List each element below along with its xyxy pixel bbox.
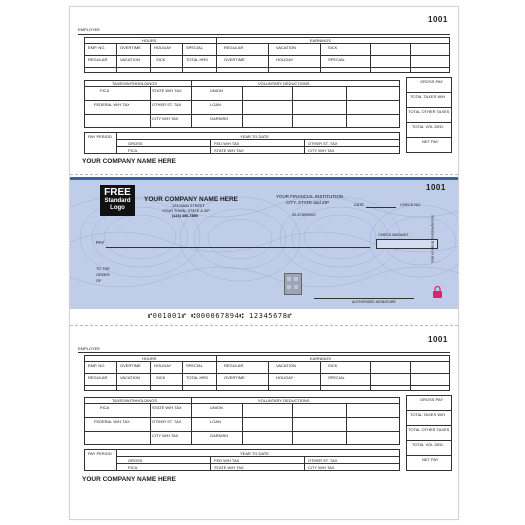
pay-line <box>106 247 370 248</box>
col-holiday: HOLIDAY <box>154 363 172 368</box>
grid-divider <box>116 361 117 391</box>
ytd-other-st: OTHER ST. TAX <box>308 141 338 146</box>
tax-fica: FICA <box>100 405 110 410</box>
grid-divider <box>268 361 269 391</box>
tax-city: CITY W/H TAX <box>152 433 179 438</box>
grid-divider <box>116 463 400 464</box>
bank-city: CITY, STATE and ZIP <box>286 200 330 205</box>
grid-divider <box>116 132 117 154</box>
grid-divider <box>406 122 452 123</box>
check-number: 1001 <box>426 183 446 192</box>
col-emp-no: EMP. NO. <box>88 363 106 368</box>
grid-divider <box>84 361 450 362</box>
earn-regular: REGULAR <box>224 363 244 368</box>
grid-divider <box>116 139 400 140</box>
pay-label: PAY <box>96 240 105 245</box>
grid-divider <box>150 403 151 445</box>
earn-sick: SICK <box>328 45 338 50</box>
grid-divider <box>346 403 347 445</box>
employee-label: EMPLOYEE <box>78 346 101 351</box>
security-strip <box>430 187 452 279</box>
grid-divider <box>150 86 151 128</box>
voluntary-header: VOLUNTARY DEDUCTIONS <box>258 81 310 86</box>
total-vol-ded: TOTAL VOL DED. <box>412 442 445 447</box>
earn-overtime: OVERTIME <box>224 57 245 62</box>
grid-divider <box>191 397 192 445</box>
check-company-name: YOUR COMPANY NAME HERE <box>144 196 239 203</box>
earn-special: SPECIAL <box>328 375 345 380</box>
date-line <box>366 207 396 208</box>
tax-federal: FEDERAL W/H TAX <box>94 102 130 107</box>
logo-text-standard: Standard <box>104 198 131 204</box>
grid-divider <box>116 449 117 471</box>
security-text: Security features. Details on back. <box>430 215 435 264</box>
employee-line <box>78 352 450 353</box>
tax-federal: FEDERAL W/H TAX <box>94 419 130 424</box>
vol-loan: LOAN <box>210 102 221 107</box>
earn-holiday: HOLIDAY <box>276 375 294 380</box>
earnings-header: EARNINGS <box>310 356 331 361</box>
col-special: SPECIAL <box>186 363 203 368</box>
ytd-header: YEAR TO DATE <box>240 451 269 456</box>
grid-divider <box>406 425 452 426</box>
col-sick: SICK <box>156 57 166 62</box>
grid-divider <box>406 92 452 93</box>
grid-divider <box>84 43 450 44</box>
grid-divider <box>84 55 450 56</box>
grid-divider <box>150 43 151 73</box>
bank-name: YOUR FINANCIAL INSTITUTION <box>276 194 344 199</box>
grid-divider <box>191 80 192 128</box>
check-body <box>70 177 458 309</box>
earn-vacation: VACATION <box>276 45 296 50</box>
ytd-state: STATE W/H TAX <box>214 148 244 153</box>
col-overtime: OVERTIME <box>120 363 141 368</box>
micr-line: ⑈001001⑈ ⑆000067894⑆ 12345678⑈ <box>148 312 293 320</box>
grid-divider <box>346 86 347 128</box>
hours-header: HOURS <box>142 38 157 43</box>
col-special: SPECIAL <box>186 45 203 50</box>
check-sheet <box>69 6 459 520</box>
grid-divider <box>304 456 305 471</box>
earn-sick: SICK <box>328 363 338 368</box>
pay-period-label: PAY PERIOD <box>88 134 112 139</box>
earn-regular: REGULAR <box>224 45 244 50</box>
routing-fraction: 00-6789/0000 <box>292 213 316 217</box>
ytd-gross: GROSS <box>128 141 143 146</box>
earnings-header: EARNINGS <box>310 38 331 43</box>
col-overtime: OVERTIME <box>120 45 141 50</box>
earn-special: SPECIAL <box>328 57 345 62</box>
company-phone: (123) 456-7890 <box>172 214 198 218</box>
grid-divider <box>216 37 217 73</box>
tax-state: STATE W/H TAX <box>152 405 182 410</box>
top-stub <box>70 7 458 167</box>
ytd-header: YEAR TO DATE <box>240 134 269 139</box>
grid-divider <box>320 43 321 73</box>
col-holiday: HOLIDAY <box>154 45 172 50</box>
tax-state: STATE W/H TAX <box>152 88 182 93</box>
voluntary-header: VOLUNTARY DEDUCTIONS <box>258 398 310 403</box>
total-taxes-wh: TOTAL TAXES W/H <box>410 412 446 417</box>
grid-divider <box>292 403 293 445</box>
stub-company-name: YOUR COMPANY NAME HERE <box>82 476 177 483</box>
grid-divider <box>84 373 450 374</box>
check-amount-box[interactable] <box>376 239 438 249</box>
col-total-hrs: TOTAL HRS <box>186 375 208 380</box>
net-pay: NET PAY <box>422 139 439 144</box>
stub-check-number: 1001 <box>428 15 448 24</box>
grid-divider <box>406 107 452 108</box>
grid-divider <box>406 440 452 441</box>
col-regular: REGULAR <box>88 57 108 62</box>
grid-divider <box>268 43 269 73</box>
grid-divider <box>304 139 305 154</box>
grid-divider <box>410 361 411 391</box>
vol-loan: LOAN <box>210 419 221 424</box>
logo-text-logo: Logo <box>110 205 125 211</box>
grid-divider <box>242 403 243 445</box>
grid-divider <box>292 86 293 128</box>
col-emp-no: EMP. NO. <box>88 45 106 50</box>
ytd-other-st: OTHER ST. TAX <box>308 458 338 463</box>
employee-label: EMPLOYEE <box>78 27 101 32</box>
total-other-taxes: TOTAL OTHER TAXES <box>408 109 450 114</box>
lock-icon <box>432 285 443 298</box>
vol-union: UNION <box>210 88 223 93</box>
signature-label: AUTHORIZED SIGNATURE <box>352 300 396 304</box>
ytd-gross: GROSS <box>128 458 143 463</box>
vol-garnish: GARNISH <box>210 433 229 438</box>
grid-divider <box>242 86 243 128</box>
order-label: ORDER <box>96 273 110 277</box>
grid-divider <box>320 361 321 391</box>
grid-divider <box>150 361 151 391</box>
grid-divider <box>116 456 400 457</box>
security-hologram-icon <box>284 273 302 295</box>
earn-vacation: VACATION <box>276 363 296 368</box>
perforation-top <box>70 174 458 175</box>
logo-placeholder <box>100 185 135 216</box>
grid-divider <box>370 43 371 73</box>
grid-divider <box>84 67 450 68</box>
grid-divider <box>210 139 211 154</box>
col-vacation: VACATION <box>120 375 140 380</box>
col-vacation: VACATION <box>120 57 140 62</box>
employee-line <box>78 34 450 35</box>
col-sick: SICK <box>156 375 166 380</box>
grid-divider <box>216 355 217 391</box>
check-amount-label: CHECK AMOUNT <box>378 233 409 237</box>
total-gross-pay: GROSS PAY <box>420 397 443 402</box>
col-regular: REGULAR <box>88 375 108 380</box>
grid-divider <box>406 455 452 456</box>
total-vol-ded: TOTAL VOL DED. <box>412 124 445 129</box>
tax-fica: FICA <box>100 88 110 93</box>
earn-overtime: OVERTIME <box>224 375 245 380</box>
ytd-fed: FED W/H TAX <box>214 141 240 146</box>
grid-divider <box>182 361 183 391</box>
of-label: OF <box>96 279 102 283</box>
grid-divider <box>210 456 211 471</box>
stub-check-number: 1001 <box>428 335 448 344</box>
grid-divider <box>116 146 400 147</box>
tax-other-st: OTHER ST. TAX <box>152 102 182 107</box>
ytd-city: CITY W/H TAX <box>308 465 335 470</box>
ytd-fica: FICA <box>128 148 138 153</box>
grid-divider <box>116 43 117 73</box>
ytd-state: STATE W/H TAX <box>214 465 244 470</box>
tax-other-st: OTHER ST. TAX <box>152 419 182 424</box>
net-pay: NET PAY <box>422 457 439 462</box>
perforation-bottom <box>70 325 458 326</box>
total-gross-pay: GROSS PAY <box>420 79 443 84</box>
hours-header: HOURS <box>142 356 157 361</box>
check-no-label: CHECK NO. <box>400 203 422 207</box>
bottom-stub <box>70 329 458 489</box>
taxes-header: TAXES/WITHHOLDINGS <box>112 81 158 86</box>
company-address-1: 123 MAIN STREET <box>172 204 205 208</box>
total-taxes-wh: TOTAL TAXES W/H <box>410 94 446 99</box>
ytd-fed: FED W/H TAX <box>214 458 240 463</box>
grid-divider <box>84 385 450 386</box>
total-other-taxes: TOTAL OTHER TAXES <box>408 427 450 432</box>
signature-line[interactable] <box>314 298 414 299</box>
earn-holiday: HOLIDAY <box>276 57 294 62</box>
grid-divider <box>182 43 183 73</box>
grid-divider <box>370 361 371 391</box>
col-total-hrs: TOTAL HRS <box>186 57 208 62</box>
logo-text-free: FREE <box>104 187 131 198</box>
ytd-fica: FICA <box>128 465 138 470</box>
grid-divider <box>406 410 452 411</box>
ytd-city: CITY W/H TAX <box>308 148 335 153</box>
taxes-header: TAXES/WITHHOLDINGS <box>112 398 158 403</box>
pay-period-label: PAY PERIOD <box>88 451 112 456</box>
to-the-label: TO THE <box>96 267 110 271</box>
date-label: DATE <box>354 203 364 207</box>
company-address-2: YOUR TOWN, STATE & ZIP <box>162 209 210 213</box>
grid-divider <box>410 43 411 73</box>
tax-city: CITY W/H TAX <box>152 116 179 121</box>
grid-divider <box>406 137 452 138</box>
vol-union: UNION <box>210 405 223 410</box>
vol-garnish: GARNISH <box>210 116 229 121</box>
stub-company-name: YOUR COMPANY NAME HERE <box>82 158 177 165</box>
